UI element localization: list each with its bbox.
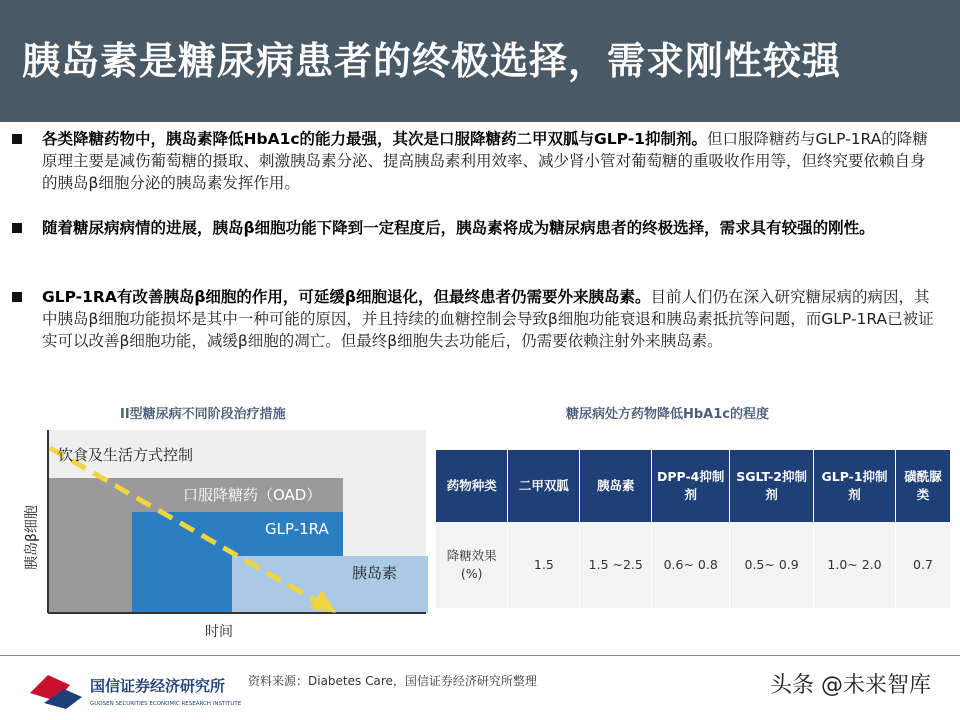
hba1c-table (436, 450, 951, 608)
stage-insulin-label: 胰岛素 (352, 564, 398, 582)
table-cell: 0.5~ 0.9 (730, 522, 814, 608)
table-header-cell: DPP-4抑制剂 (652, 450, 730, 522)
table-cell: 0.7 (895, 522, 950, 608)
bullet-3 (12, 286, 937, 352)
table-header-cell: 二甲双胍 (508, 450, 580, 522)
y-axis-label: 胰岛β细胞 (24, 505, 40, 570)
table-header-cell: SGLT-2抑制剂 (730, 450, 814, 522)
table-header-cell: 药物种类 (436, 450, 508, 522)
bullet-1-text: 但口服降糖药与GLP-1RA的降糖原理主要是减伤葡萄糖的摄取、刺激胰岛素分泌、提高胰岛素利用效率、减少肾小管对葡萄糖的重吸收作用等，但终究要依赖自身的胰岛β细胞分泌的胰岛素发挥作用。 (42, 130, 928, 192)
bullet-1 (12, 128, 937, 194)
logo-company-name: 国信证券经济研究所 (90, 677, 226, 695)
title-bar (0, 0, 960, 122)
table-cell: 1.0~ 2.0 (814, 522, 896, 608)
bullet-3-bold: GLP-1RA有改善胰岛β细胞的作用，可延缓β细胞退化，但最终患者仍需要外来胰岛素。 (42, 288, 651, 306)
table-header-cell: GLP-1抑制剂 (814, 450, 896, 522)
table-cell: 1.5 (508, 522, 580, 608)
treatment-stage-svg (20, 430, 450, 650)
bullet-3-text: 目前人们仍在深入研究糖尿病的病因，其中胰岛β细胞功能损坏是其中一种可能的原因，并且持续的血糖控制会导致β细胞功能衰退和胰岛素抵抗等问题，而GLP-1RA已被证实可以改善β细胞功能，减缓β细胞的凋亡。但最终β细胞失去功能后，仍需要依赖注射外来胰岛素。 (42, 288, 934, 350)
bullet-1-bold: 各类降糖药物中，胰岛素降低HbA1c的能力最强，其次是口服降糖药二甲双胍与GLP-1抑制剂。 (42, 130, 707, 148)
square-bullet-icon (12, 223, 22, 233)
table-header-cell: 胰岛素 (580, 450, 652, 522)
table-row (436, 522, 951, 608)
table-header-cell: 磺酰脲类 (895, 450, 950, 522)
stage-diet-label: 饮食及生活方式控制 (58, 446, 194, 464)
table-row-label: 降糖效果(%) (436, 522, 508, 608)
table-title: 糖尿病处方药物降低HbA1c的程度 (566, 407, 769, 422)
logo-company-english: GUOSEN SECURITIES ECONOMIC RESEARCH INSTITUTE (90, 701, 242, 707)
x-axis-label: 时间 (205, 624, 233, 640)
square-bullet-icon (12, 292, 22, 302)
stage-glp1-label: GLP-1RA (265, 520, 329, 538)
page-title: 胰岛素是糖尿病患者的终极选择，需求刚性较强 (22, 38, 842, 83)
stage-oad-label: 口服降糖药（OAD） (183, 486, 322, 504)
table-cell: 0.6~ 0.8 (652, 522, 730, 608)
diagram-title: II型糖尿病不同阶段治疗措施 (120, 407, 286, 422)
bullet-2 (12, 217, 937, 239)
square-bullet-icon (12, 134, 22, 144)
bullet-2-bold: 随着糖尿病病情的进展，胰岛β细胞功能下降到一定程度后，胰岛素将成为糖尿病患者的终极选择，需求具有较强的刚性。 (42, 219, 875, 237)
table-header-row (436, 450, 951, 522)
guosen-logo (30, 663, 260, 713)
table-cell: 1.5 ~2.5 (580, 522, 652, 608)
source-note: 资料来源：Diabetes Care，国信证券经济研究所整理 (248, 674, 537, 688)
treatment-stage-diagram (20, 430, 450, 650)
footer-divider (0, 655, 960, 656)
watermark: 头条 @未来智库 (770, 673, 931, 698)
